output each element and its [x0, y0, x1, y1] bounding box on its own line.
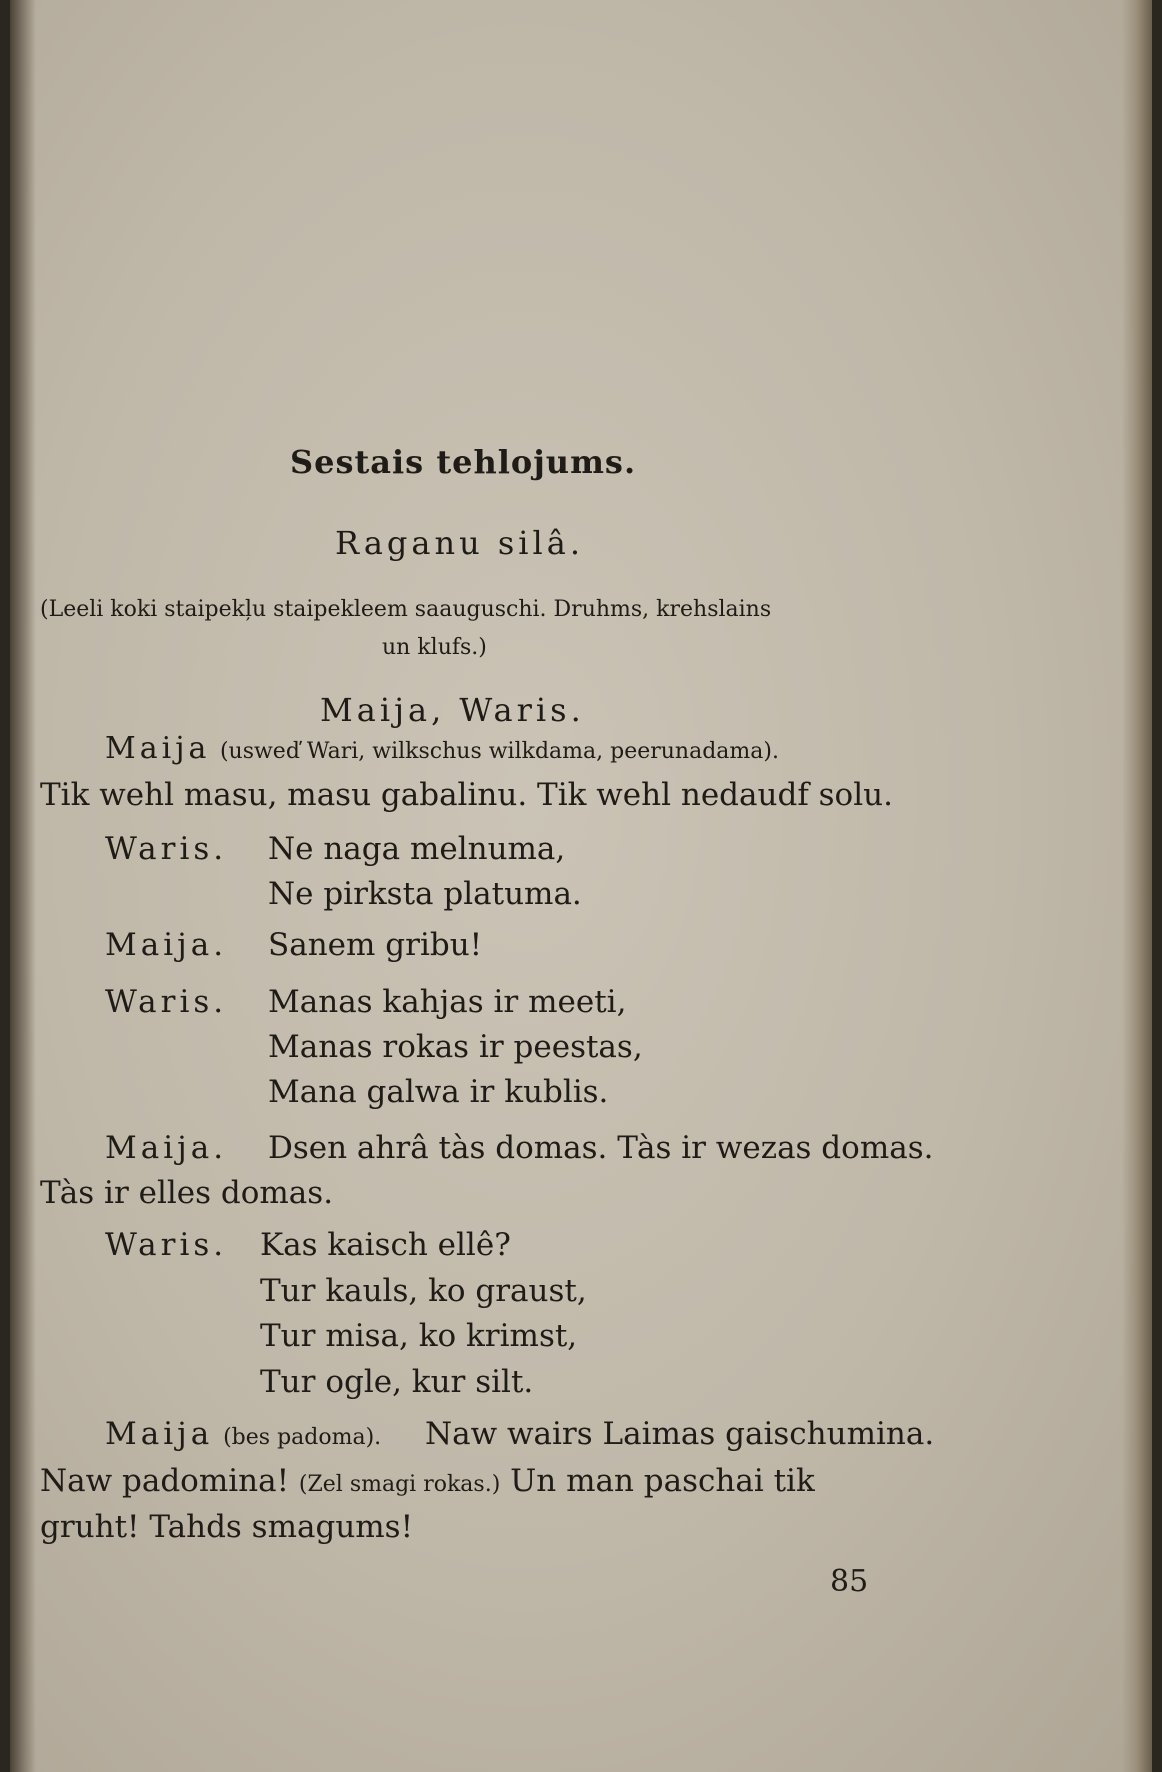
speaker-waris-2: Waris.	[105, 984, 228, 1020]
speaker-maija-1	[105, 729, 779, 772]
dialogue-line: Kas kaisch ellê?	[260, 1227, 511, 1263]
speaker-waris-3: Waris.	[105, 1227, 228, 1263]
dialogue-line: Manas kahjas ir meeti,	[268, 984, 627, 1020]
dialogue-line-mixed	[40, 1461, 815, 1505]
dialogue-line: Tur misa, ko krimst,	[260, 1318, 578, 1354]
dialogue-line: Ne pirksta platuma.	[268, 876, 582, 912]
scene-title: Sestais tehlojums.	[290, 443, 637, 481]
speaker-waris-1: Waris.	[105, 831, 228, 867]
dialogue-fragment: Un man paschai tik	[510, 1463, 815, 1499]
speaker-maija-3: Maija.	[105, 1130, 228, 1166]
stage-direction-2: un klufs.)	[382, 635, 487, 660]
dialogue-line: Ne naga melnuma,	[268, 831, 566, 867]
stage-direction: (usweď Wari, wilkschus wilkdama, peerunadama).	[219, 739, 779, 764]
speaker-maija-4	[105, 1414, 381, 1458]
dialogue-line: Tik wehl masu, masu gabalinu. Tik wehl nedaudf solu.	[40, 777, 893, 813]
dialogue-line: gruht! Tahds smagums!	[40, 1509, 414, 1545]
stage-direction-1: (Leeli koki staipekļu staipekleem saauguschi. Druhms, krehslains	[40, 597, 772, 622]
dialogue-line: Naw wairs Laimas gaischumina.	[425, 1416, 935, 1452]
dialogue-line: Mana galwa ir kublis.	[268, 1074, 609, 1110]
page-number: 85	[830, 1564, 869, 1599]
book-spine-shadow	[10, 0, 36, 1772]
speaker-name: Maija	[105, 731, 211, 766]
stage-direction: (bes padoma).	[223, 1425, 382, 1450]
page-edge	[1122, 0, 1152, 1772]
scene-subtitle: Raganu silâ.	[335, 524, 584, 562]
speaker-maija-2: Maija.	[105, 927, 228, 963]
stage-direction: (Zel smagi rokas.)	[298, 1472, 501, 1497]
dialogue-line: Tur kauls, ko graust,	[260, 1273, 587, 1309]
speaker-name: Maija	[105, 1416, 214, 1452]
dialogue-line: Tur ogle, kur silt.	[260, 1364, 534, 1400]
dialogue-line: Sanem gribu!	[268, 927, 483, 963]
dialogue-line: Dsen ahrâ tàs domas. Tàs ir wezas domas.	[268, 1130, 934, 1166]
character-list: Maija, Waris.	[320, 691, 585, 729]
dialogue-line: Tàs ir elles domas.	[40, 1175, 334, 1211]
dialogue-fragment: Naw padomina!	[40, 1463, 290, 1499]
book-page	[10, 0, 1152, 1772]
dialogue-line: Manas rokas ir peestas,	[268, 1029, 643, 1065]
